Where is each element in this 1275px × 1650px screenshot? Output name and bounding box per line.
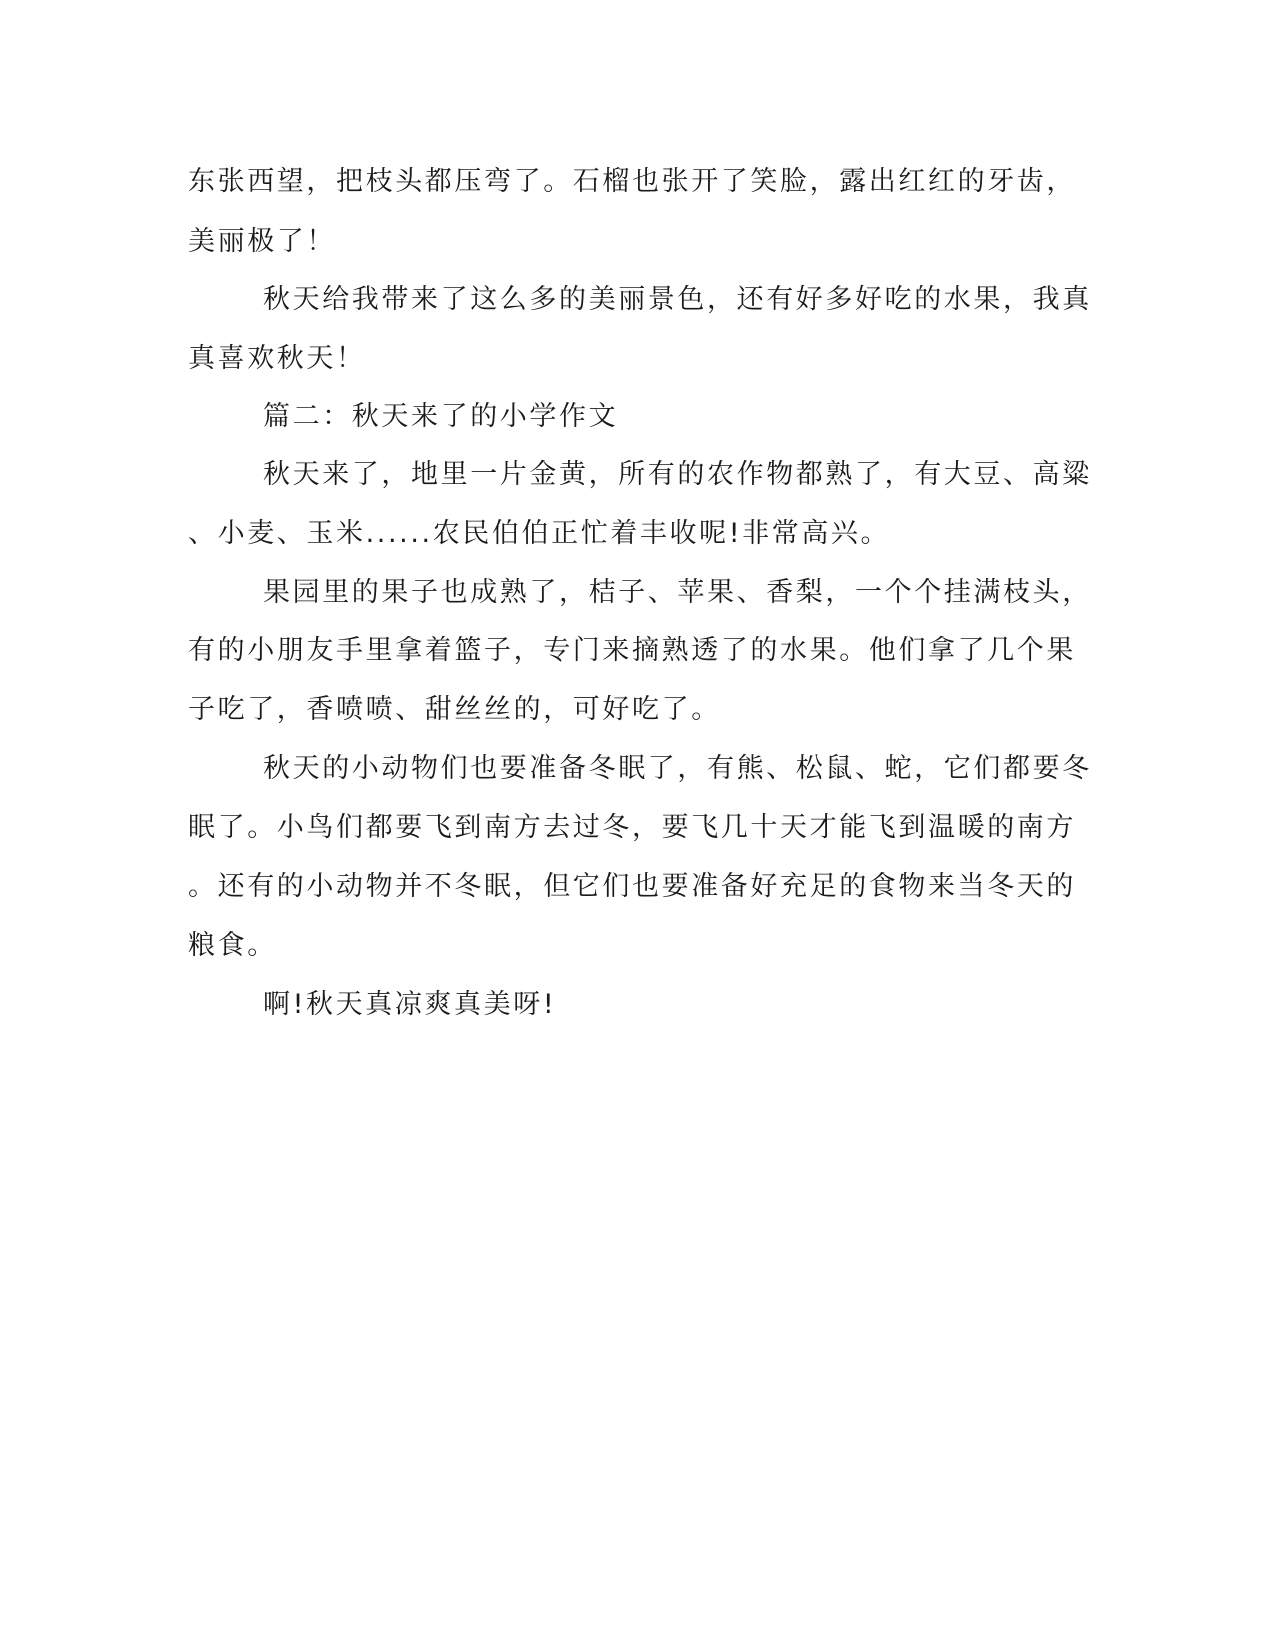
text-line: 、小麦、玉米......农民伯伯正忙着丰收呢!非常高兴。 (188, 518, 891, 549)
paragraph-start-line: 秋天的小动物们也要准备冬眠了，有熊、松鼠、蛇，它们都要冬 (263, 753, 1092, 784)
section-heading: 篇二：秋天来了的小学作文 (263, 401, 619, 432)
text-line: 。还有的小动物并不冬眠，但它们也要准备好充足的食物来当冬天的 (188, 871, 1076, 902)
text-line: 粮食。 (188, 930, 277, 961)
paragraph-start-line: 秋天来了，地里一片金黄，所有的农作物都熟了，有大豆、高粱 (263, 459, 1092, 490)
text-line: 东张西望，把枝头都压弯了。石榴也张开了笑脸，露出红红的牙齿， (188, 166, 1076, 197)
text-line: 真喜欢秋天！ (188, 343, 366, 374)
paragraph-start-line: 果园里的果子也成熟了，桔子、苹果、香梨，一个个挂满枝头， (263, 577, 1092, 608)
text-line: 眠了。小鸟们都要飞到南方去过冬，要飞几十天才能飞到温暖的南方 (188, 812, 1076, 843)
text-line: 美丽极了！ (188, 226, 336, 257)
paragraph-start-line: 秋天给我带来了这么多的美丽景色，还有好多好吃的水果，我真 (263, 284, 1092, 315)
text-line: 有的小朋友手里拿着篮子，专门来摘熟透了的水果。他们拿了几个果 (188, 635, 1076, 666)
paragraph-start-line: 啊!秋天真凉爽真美呀! (263, 989, 557, 1020)
text-line: 子吃了，香喷喷、甜丝丝的，可好吃了。 (188, 694, 721, 725)
